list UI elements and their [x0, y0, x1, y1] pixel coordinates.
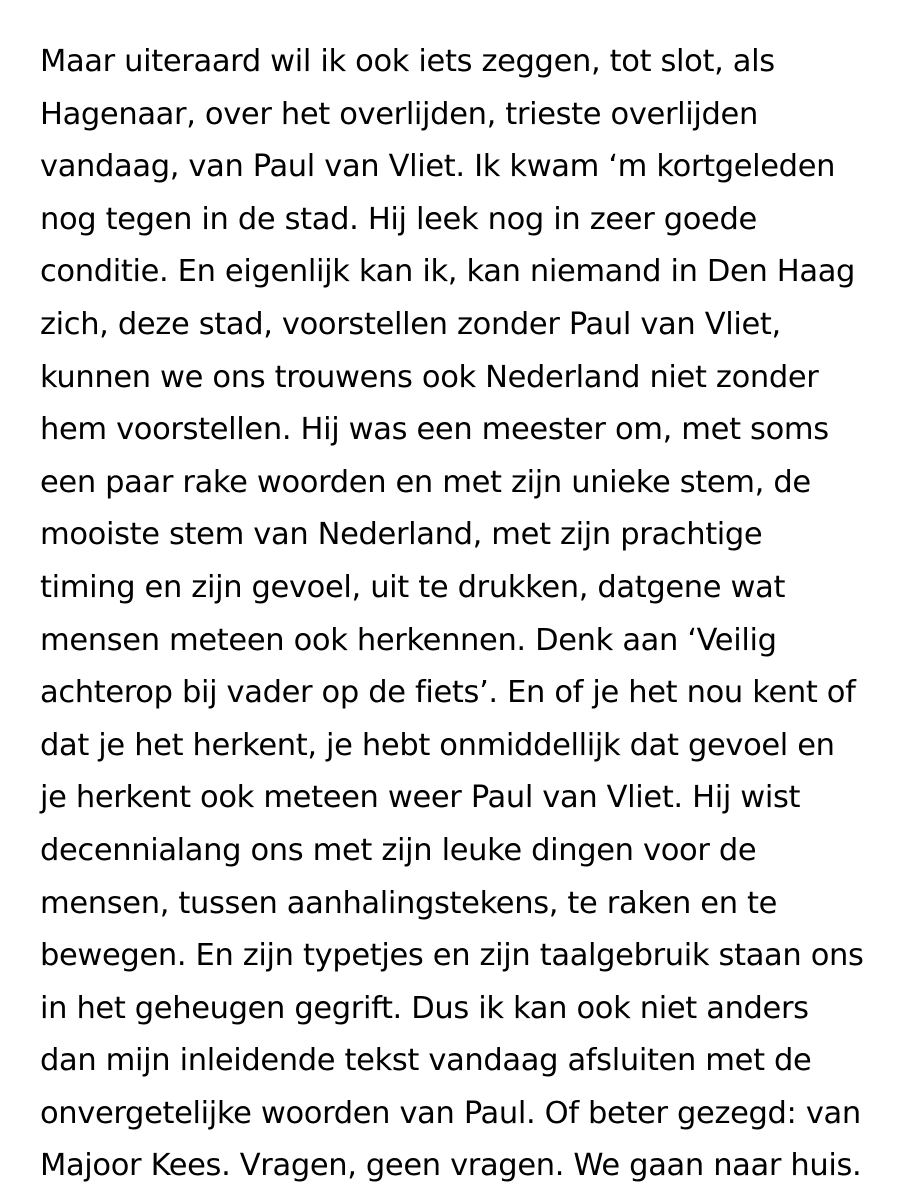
text-line-5: conditie. En eigenlijk kan ik, kan niemand in Den Haag [40, 254, 856, 290]
text-line-11: timing en zijn gevoel, uit te drukken, datgene wat [40, 569, 786, 605]
text-line-4: nog tegen in de stad. Hij leek nog in zeer goede [40, 201, 757, 237]
text-line-16: decennialang ons met zijn leuke dingen voor de [40, 832, 757, 868]
text-line-3: vandaag, van Paul van Vliet. Ik kwam ‘m kortgeleden [40, 149, 836, 185]
text-line-12: mensen meteen ook herkennen. Denk aan ‘Veilig [40, 622, 777, 658]
text-line-18: bewegen. En zijn typetjes en zijn taalgebruik staan ons [40, 938, 864, 974]
text-line-2: Hagenaar, over het overlijden, trieste overlijden [40, 96, 758, 132]
text-line-8: hem voorstellen. Hij was een meester om, met soms [40, 412, 829, 448]
text-line-7: kunnen we ons trouwens ook Nederland niet zonder [40, 359, 819, 395]
text-line-21: onvergetelijke woorden van Paul. Of beter gezegd: van [40, 1095, 861, 1131]
text-line-9: een paar rake woorden en met zijn unieke stem, de [40, 464, 811, 500]
text-line-6: zich, deze stad, voorstellen zonder Paul van Vliet, [40, 306, 781, 342]
text-line-22: Majoor Kees. Vragen, geen vragen. We gaan naar huis. [40, 1148, 862, 1184]
statement-paragraph [40, 36, 900, 1193]
text-line-20: dan mijn inleidende tekst vandaag afsluiten met de [40, 1043, 812, 1079]
text-line-1: Maar uiteraard wil ik ook iets zeggen, tot slot, als [40, 44, 775, 79]
text-line-17: mensen, tussen aanhalingstekens, te raken en te [40, 885, 778, 921]
text-line-10: mooiste stem van Nederland, met zijn prachtige [40, 517, 763, 553]
text-line-19: in het geheugen gegrift. Dus ik kan ook niet anders [40, 990, 809, 1026]
text-line-15: je herkent ook meteen weer Paul van Vliet. Hij wist [40, 780, 801, 816]
text-line-14: dat je het herkent, je hebt onmiddellijk dat gevoel en [40, 727, 835, 763]
text-line-13: achterop bij vader op de fiets’. En of je het nou kent of [40, 675, 856, 711]
